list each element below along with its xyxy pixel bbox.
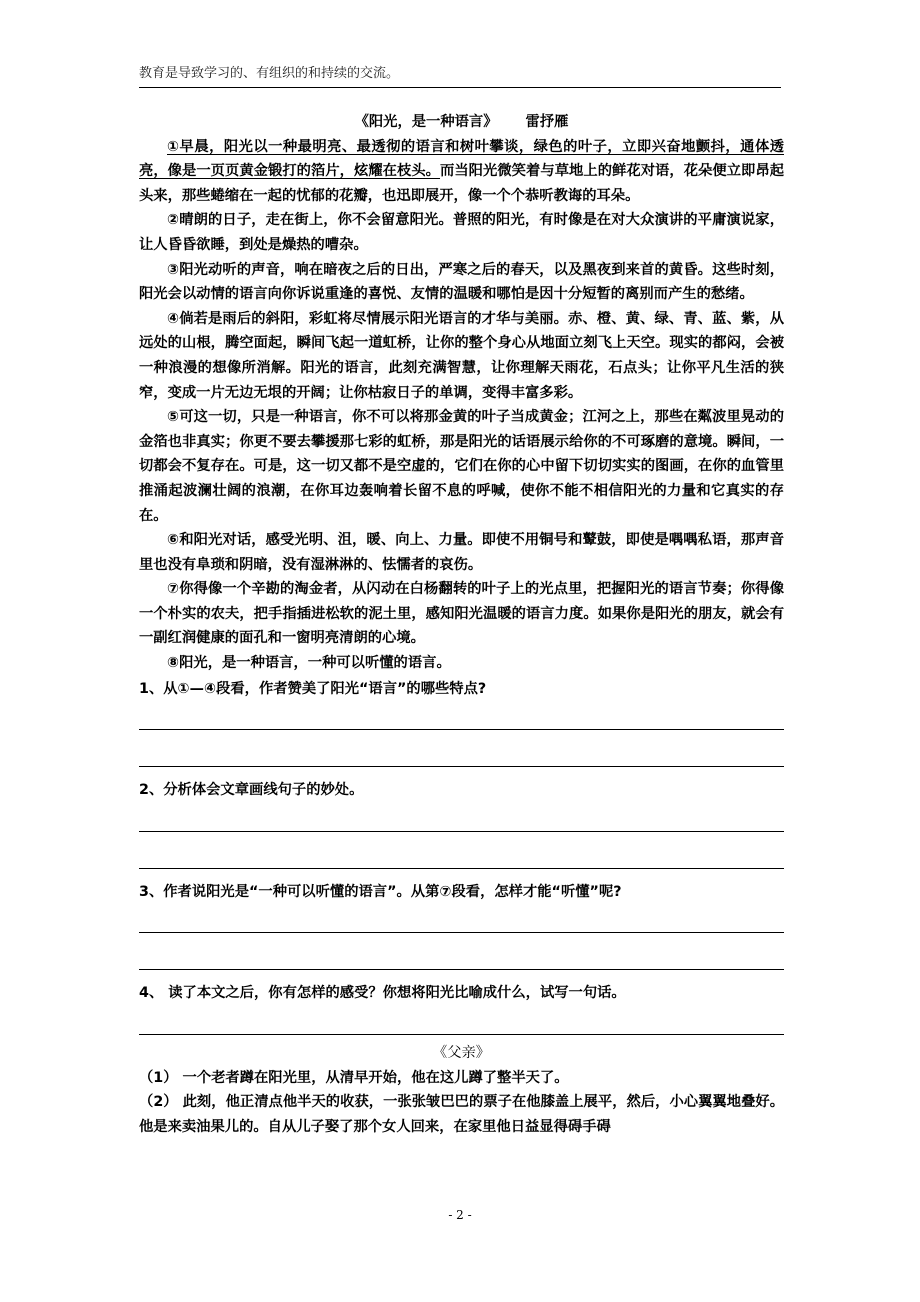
article-title <box>139 110 784 135</box>
answer-line[interactable] <box>139 933 784 970</box>
paragraph-5: ⑤可这一切，只是一种语言，你不可以将那金黄的叶子当成黄金；江河之上，那些在粼波里晃动的金箔也非真实；你更不要去攀援那七彩的虹桥，那是阳光的话语展示给你的不可琢磨的意境。瞬间，一切都会不复存在。可是，这一切又都不是空虚的，它们在你的心中留下切切实实的图画，在你的血管里推涌起波澜壮阔的浪潮，在你耳边轰响着长留不息的呼喊，使你不能不相信阳光的力量和它真实的存在。 <box>139 409 784 524</box>
paragraph-8: ⑧阳光，是一种语言，一种可以听懂的语言。 <box>167 655 451 672</box>
underlined-sentence: ①早晨，阳光以一种最明亮、最透彻的语言和树叶攀谈，绿色的叶子，立即兴奋地颤抖，通体透亮，像是一页页黄金锻打的箔片，炫耀在枝头。 <box>139 138 784 180</box>
answer-line[interactable] <box>139 1006 784 1035</box>
page-header <box>139 62 781 88</box>
paragraph-4: ④倘若是雨后的斜阳，彩虹将尽情展示阳光语言的才华与美丽。赤、橙、黄、绿、青、蓝、紫，从远处的山根，腾空面起，瞬间飞起一道虹桥，让你的整个身心从地面立刻飞上天空。现实的都闷，会被一种浪漫的想像所消解。阳光的语言，此刻充满智慧，让你理解天雨花，石点头；让你平凡生活的狭窄，变成一片无边无垠的开阔；让你枯寂日子的单调，变得丰富多彩。 <box>139 310 784 401</box>
paragraph-2: ②晴朗的日子，走在街上，你不会留意阳光。普照的阳光，有时像是在对大众演讲的平庸演说家，让人昏昏欲睡，到处是燥热的嘈杂。 <box>139 212 784 253</box>
question-4: 4、 读了本文之后，你有怎样的感受？你想将阳光比喻成什么，试写一句话。 <box>139 985 626 1002</box>
answer-line[interactable] <box>139 832 784 869</box>
question-1: 1、从①—④段看，作者赞美了阳光“语言”的哪些特点? <box>139 680 487 697</box>
document-body <box>139 110 784 1139</box>
paragraph-3: ③阳光动听的声音，响在暗夜之后的日出，严寒之后的春天，以及黑夜到来首的黄昏。这些时刻，阳光会以动情的语言向你诉说重逢的喜悦、友情的温暖和哪怕是因十分短暂的离别而产生的愁绪。 <box>139 261 784 303</box>
question-2: 2、分析体会文章画线句子的妙处。 <box>139 782 364 799</box>
header-text: 教育是导致学习的、有组织的和持续的交流。 <box>139 66 400 81</box>
paragraph-6: ⑥和阳光对话，感受光明、沮，暖、向上、力量。即使不用铜号和鼙鼓，即使是喁喁私语，那声音里也没有阜琐和阴暗，没有湿淋淋的、怯懦者的哀伤。 <box>139 532 784 573</box>
paragraph-1 <box>139 135 784 209</box>
answer-line[interactable] <box>139 904 784 933</box>
question-3: 3、作者说阳光是“一种可以听懂的语言”。从第⑦段看，怎样才能“听懂”呢? <box>139 883 622 900</box>
answer-line[interactable] <box>139 803 784 832</box>
answer-line[interactable] <box>139 730 784 767</box>
page-number: - 2 - <box>448 1208 472 1222</box>
article-author: 雷抒雁 <box>525 114 569 130</box>
paragraph-1-rest: 而当阳光微笑着与草地上的鲜花对语，花朵便立即昂起头来，那些蜷缩在一起的忧郁的花瓣，也迅即展开，像一个个恭听教诲的耳朵。 <box>139 163 784 204</box>
article-title-text: 《阳光，是一种语言》 <box>354 114 498 130</box>
article2-paragraph-1: （1） 一个老者蹲在阳光里，从清早开始，他在这儿蹲了整半天了。 <box>139 1069 569 1086</box>
paragraph-7: ⑦你得像一个辛勘的淘金者，从闪动在白杨翻转的叶子上的光点里，把握阳光的语言节奏；你得像一个朴实的农夫，把手指插进松软的泥土里，感知阳光温暖的语言力度。如果你是阳光的朋友，就会有一副红润健康的面孔和一窗明亮清朗的心境。 <box>139 581 784 647</box>
article2-title: 《父亲》 <box>432 1045 491 1062</box>
answer-line[interactable] <box>139 701 784 730</box>
article2-paragraph-2: （2） 此刻，他正清点他半天的收获，一张张皱巴巴的票子在他膝盖上展平，然后，小心翼翼地叠好。他是来卖油果儿的。自从儿子娶了那个女人回来，在家里他日益显得碍手碍 <box>139 1094 784 1135</box>
